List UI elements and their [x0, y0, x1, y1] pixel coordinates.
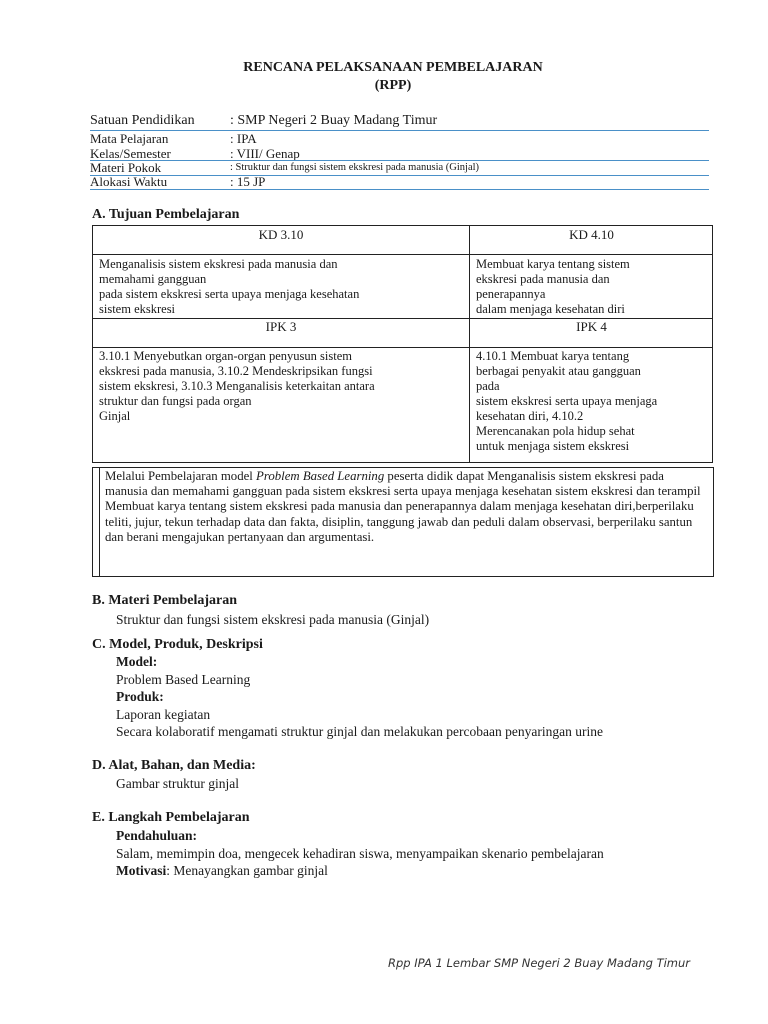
section-d-title: D. Alat, Bahan, dan Media:: [92, 758, 256, 773]
goal-suffix: peserta didik dapat Menganalisis sistem ekskresi pada manusia dan memahami gangguan pada sistem ekskresi serta upaya menjaga kesehatan sistem ekskresi dan terampil Membuat karya tentang sistem ekskresi pada manusia dan penerapannya dalam menjaga kesehatan diri,berperilaku teliti, jujur, tekun terhadap data dan fakta, disiplin, tanggung jawab dan peduli dalam observasi, berperilaku santun dan berani mengajukan pertanyaan dan argumentasi.: [105, 469, 701, 544]
goal-prefix: Melalui Pembelajaran model: [105, 469, 257, 483]
table-row-divider: [93, 347, 712, 348]
pendahuluan-label: Pendahuluan:: [116, 828, 198, 843]
pendahuluan-text: Salam, memimpin doa, mengecek kehadiran siswa, menyampaikan skenario pembelajaran: [116, 846, 604, 861]
table-column-divider: [469, 226, 470, 462]
satuan-value: : SMP Negeri 2 Buay Madang Timur: [230, 113, 438, 128]
page-footer: Rpp IPA 1 Lembar SMP Negeri 2 Buay Madang Timur: [388, 956, 691, 970]
box-inner-border: [99, 468, 100, 576]
learning-goal-box: [92, 467, 714, 577]
produk-value: Laporan kegiatan: [116, 707, 211, 722]
document-title: RENCANA PELAKSANAAN PEMBELAJARAN: [243, 60, 543, 75]
satuan-label: Satuan Pendidikan: [90, 113, 195, 128]
section-a-title: A. Tujuan Pembelajaran: [92, 207, 240, 222]
alokasi-value: : 15 JP: [230, 174, 266, 189]
document-subtitle: (RPP): [374, 78, 412, 93]
materi-value: : Struktur dan fungsi sistem ekskresi pada manusia (Ginjal): [230, 162, 480, 173]
divider-line: [90, 189, 709, 190]
alokasi-label: Alokasi Waktu: [90, 174, 168, 189]
motivasi-text: : Menayangkan gambar ginjal: [166, 863, 328, 878]
mapel-value: : IPA: [230, 131, 257, 146]
info-row-mapel: [90, 131, 710, 146]
section-e-title: E. Langkah Pembelajaran: [92, 810, 250, 825]
deskripsi-text: Secara kolaboratif mengamati struktur ginjal dan melakukan percobaan penyaringan urine: [116, 724, 603, 739]
ipk-4-text: 4.10.1 Membuat karya tentang berbagai penyakit atau gangguan pada sistem ekskresi serta upaya menjaga kesehatan diri, 4.10.2 Merencanakan pola hidup sehat untuk menjaga sistem ekskresi: [476, 349, 658, 453]
learning-goal-text: [105, 469, 705, 545]
ipk-3-text: 3.10.1 Menyebutkan organ-organ penyusun sistem ekskresi pada manusia, 3.10.2 Mendeskripsikan fungsi sistem ekskresi, 3.10.3 Menganalisis keterkaitan antara struktur dan fungsi pada organ Ginjal: [99, 349, 375, 423]
motivasi-label: Motivasi: [116, 863, 167, 878]
kelas-label: Kelas/Semester: [90, 146, 171, 161]
info-row-alokasi: [90, 174, 710, 189]
goal-model-name: Problem Based Learning: [256, 469, 385, 483]
info-row-materi: [90, 160, 710, 175]
table-row-divider: [93, 462, 712, 463]
kd-4-10-header: KD 4.10: [569, 227, 614, 242]
section-d-text: Gambar struktur ginjal: [116, 776, 239, 791]
section-b-text: Struktur dan fungsi sistem ekskresi pada manusia (Ginjal): [116, 612, 430, 627]
ipk-4-header: IPK 4: [576, 319, 607, 334]
model-label: Model:: [116, 654, 158, 669]
motivasi-line: [116, 863, 328, 879]
kd-4-10-text: Membuat karya tentang sistem ekskresi pada manusia dan penerapannya dalam menjaga kesehatan diri: [476, 257, 630, 316]
section-c-title: C. Model, Produk, Deskripsi: [92, 637, 263, 652]
info-row-kelas: [90, 146, 710, 161]
materi-label: Materi Pokok: [90, 160, 162, 175]
table-row-divider: [93, 254, 712, 255]
produk-label: Produk:: [116, 689, 164, 704]
objectives-table: [92, 225, 713, 463]
info-row-satuan: [90, 113, 710, 128]
section-b-title: B. Materi Pembelajaran: [92, 593, 238, 608]
kd-3-10-header: KD 3.10: [258, 227, 304, 242]
divider-line: [90, 175, 709, 176]
ipk-3-header: IPK 3: [265, 319, 297, 334]
kelas-value: : VIII/ Genap: [230, 146, 300, 161]
kd-3-10-text: Menganalisis sistem ekskresi pada manusia dan memahami gangguan pada sistem ekskresi serta upaya menjaga kesehatan sistem ekskresi: [99, 257, 360, 316]
divider-line: [90, 160, 709, 161]
model-value: Problem Based Learning: [116, 672, 251, 687]
mapel-label: Mata Pelajaran: [90, 131, 169, 146]
divider-line: [90, 130, 709, 131]
